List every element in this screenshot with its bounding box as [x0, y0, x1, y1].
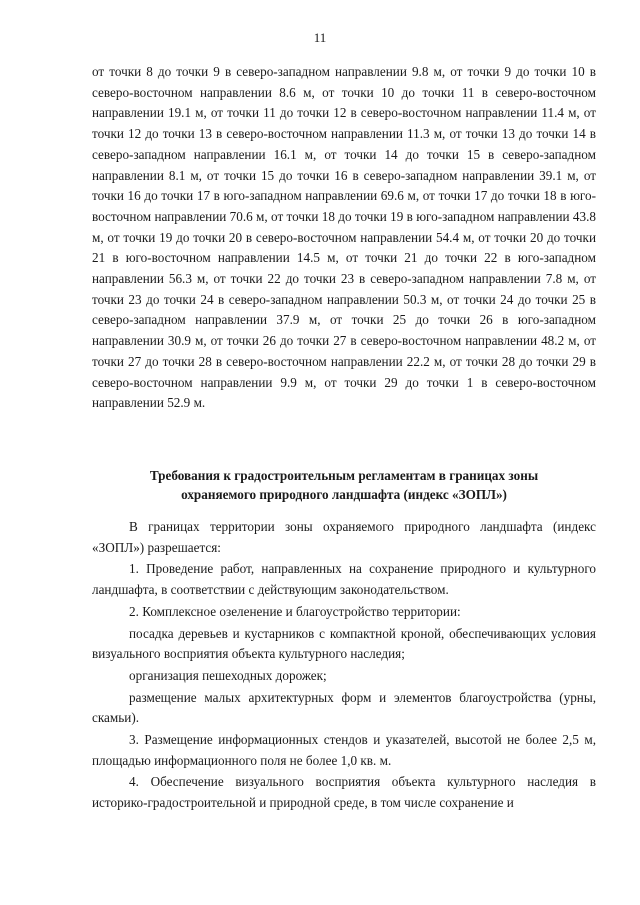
section-heading: [92, 466, 596, 504]
requirement-item-1: 1. Проведение работ, направленных на сохранение природного и культурного ландшафта, в соответствии с действующим законодательством.: [92, 561, 596, 598]
requirement-item-4: 4. Обеспечение визуального восприятия объекта культурного наследия в историко-градостроительной и природной среде, в том числе сохранение и: [92, 774, 596, 811]
page-number: 11: [313, 30, 327, 45]
requirement-item-2-sub-2: организация пешеходных дорожек;: [129, 667, 327, 683]
requirement-item-2: 2. Комплексное озеленение и благоустройство территории:: [129, 603, 461, 619]
requirement-item-2-sub-3: размещение малых архитектурных форм и элементов благоустройства (урны, скамьи).: [92, 689, 596, 726]
requirements-list: [92, 517, 596, 814]
requirement-item-2-sub-1: посадка деревьев и кустарников с компактной кроной, обеспечивающих условия визуального восприятия объекта культурного наследия;: [92, 625, 596, 662]
boundary-description: [92, 62, 596, 414]
requirement-item-3: 3. Размещение информационных стендов и указателей, высотой не более 2,5 м, площадью информационного поля не более 1,0 кв. м.: [92, 732, 596, 768]
requirements-intro: В границах территории зоны охраняемого природного ландшафта (индекс «ЗОПЛ») разрешается:: [92, 519, 596, 555]
section-heading-line-2: охраняемого природного ландшафта (индекс «ЗОПЛ»): [181, 487, 507, 502]
boundary-description-text: от точки 8 до точки 9 в северо-западном направлении 9.8 м, от точки 9 до точки 10 в северо-восточном направлении 8.6 м, от точки 10 до точки 11 в северо-восточном направлении 19.1 м, от точки 11 до точки 12 в северо-восточном направлении 11.4 м, от точки 12 до точки 13 в северо-восточном направлении 11.3 м, от точки 13 до точки 14 в северо-западном направлении 16.1 м, от точки 14 до точки 15 в северо-западном направлении 8.1 м, от точки 15 до точки 16 в северо-западном направлении 39.1 м, от точки 16 до точки 17 в юго-западном направлении 69.6 м, от точки 17 до точки 18 в юго-восточном направлении 70.6 м, от точки 18 до точки 19 в юго-западном направлении 43.8 м, от точки 19 до точки 20 в северо-восточном направлении 54.4 м, от точки 20 до точки 21 в юго-восточном направлении 14.5 м, от точки 21 до точки 22 в юго-западном направлении 56.3 м, от точки 22 до точки 23 в северо-западном направлении 7.8 м, от точки 23 до точки 24 в северо-западном направлении 50.3 м, от точки 24 до точки 25 в северо-западном направлении 37.9 м, от точки 25 до точки 26 в юго-западном направлении 30.9 м, от точки 26 до точки 27 в северо-восточном направлении 48.2 м, от точки 27 до точки 28 в северо-восточном направлении 22.2 м, от точки 28 до точки 29 в северо-восточном направлении 9.9 м, от точки 29 до точки 1 в северо-восточном направлении 52.9 м.: [92, 64, 596, 411]
section-heading-line-1: Требования к градостроительным регламентам в границах зоны: [149, 468, 539, 483]
